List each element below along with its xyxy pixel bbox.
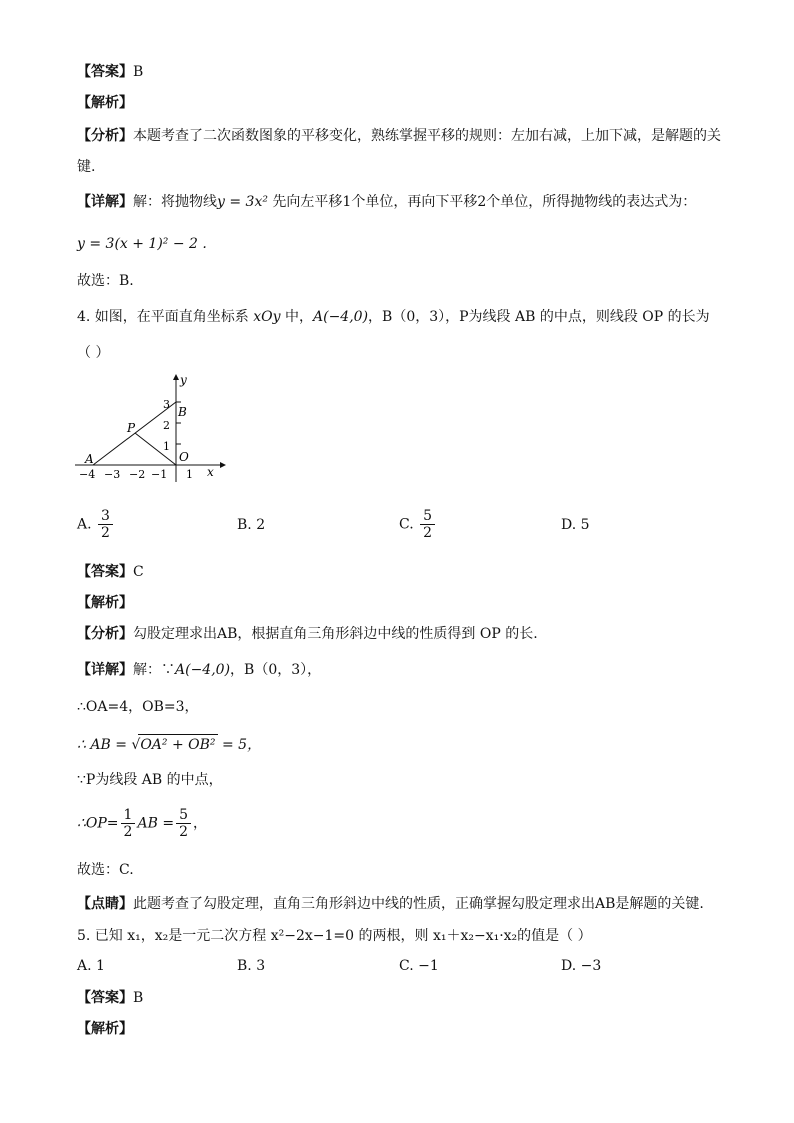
sqrt-radicand: OA² + OB² [138, 734, 217, 755]
option-label: D. [561, 517, 577, 533]
x-tick-label-neg1: −1 [151, 468, 168, 481]
analysis-tag: 【解析】 [77, 1021, 133, 1037]
analysis-tag: 【解析】 [77, 95, 133, 111]
result-equation: y = 3(x + 1)² − 2 . [77, 236, 207, 252]
y-axis-label: y [180, 373, 187, 387]
sqrt-sign: √ [131, 737, 141, 753]
q4-option-d [561, 517, 590, 533]
answer-value: B [133, 64, 144, 80]
option-label: A. [77, 958, 92, 974]
answer-tag: 【答案】 [77, 564, 133, 580]
point-b-label: B [178, 405, 187, 419]
q5-answer-line [77, 988, 143, 1008]
q4-point-a: A(−4,0) [313, 309, 369, 325]
point-p-label: P [127, 421, 136, 435]
fraction-half: $\frac{1}{2}$ [121, 807, 136, 840]
q5-analysis-line [77, 1019, 133, 1039]
q4-fenxi-line [77, 624, 538, 644]
detail-a: 解：∵ [133, 662, 175, 678]
y-axis-arrow [173, 374, 179, 380]
comment-tag: 【点睛】 [77, 896, 133, 912]
answer-value: B [133, 990, 144, 1006]
point-a-label: A [85, 452, 94, 466]
q5-option-d [561, 958, 601, 974]
answer-tag: 【答案】 [77, 990, 133, 1006]
option-label: C. [399, 958, 414, 974]
step4-lhs: ∴OP= [77, 815, 119, 832]
detail-tag: 【详解】 [77, 662, 133, 678]
option-label: D. [561, 958, 577, 974]
fraction: $\frac{5}{2}$ [420, 508, 435, 541]
option-label: A. [77, 516, 92, 533]
q4-stem-c: ，B（0，3），P为线段 AB 的中点，则线段 OP 的长为 [368, 309, 710, 325]
q3-fenxi-cont: 键. [77, 159, 96, 175]
x-axis-arrow [220, 462, 226, 468]
q3-answer-line [77, 62, 143, 82]
step4-mid: AB = [137, 815, 175, 832]
y-tick-label-1: 1 [163, 440, 170, 453]
fraction-result: $\frac{5}{2}$ [176, 807, 191, 840]
option-label: B. [237, 958, 252, 974]
q4-detail-line [77, 660, 321, 680]
detail-text-b: 先向左平移1个单位，再向下平移2个单位，所得抛物线的表达式为： [272, 194, 697, 210]
q3-analysis-line [77, 93, 133, 113]
fraction: $\frac{3}{2}$ [98, 508, 113, 541]
x-tick-label-neg2: −2 [129, 468, 146, 481]
y-tick-label-3: 3 [163, 398, 170, 411]
step4-tail: ， [192, 815, 207, 832]
analysis-tag: 【解析】 [77, 595, 133, 611]
q3-detail-line [77, 192, 696, 212]
q3-choose: 故选：B. [77, 273, 134, 289]
coordinate-figure [75, 372, 235, 482]
q4-step1: ∴OA=4，OB=3， [77, 699, 199, 715]
option-text: 2 [256, 517, 266, 533]
q4-stem-a: 4. 如图，在平面直角坐标系 [77, 309, 249, 325]
detail-b: ，B（0，3）， [230, 662, 322, 678]
q4-answer-line [77, 562, 144, 582]
parabola-equation: y = 3x² [217, 194, 273, 210]
comment-text: 此题考查了勾股定理，直角三角形斜边中线的性质，正确掌握勾股定理求出AB是解题的关键. [133, 896, 704, 912]
q5-option-c [399, 958, 439, 974]
q4-step3: ∵P为线段 AB 的中点， [77, 772, 223, 788]
q5-option-a [77, 958, 105, 974]
option-text: −1 [418, 958, 439, 974]
q4-option-a [77, 508, 115, 541]
q4-comment-line [77, 894, 704, 914]
q4-analysis-line [77, 593, 133, 613]
q4-paren: （ ） [77, 345, 110, 361]
x-tick-label-1: 1 [186, 468, 193, 481]
step2-lhs: ∴ AB = [77, 737, 127, 753]
detail-point-a: A(−4,0) [175, 662, 231, 678]
answer-value: C [133, 564, 144, 580]
option-text: −3 [580, 958, 602, 974]
answer-tag: 【答案】 [77, 64, 133, 80]
q5-stem: 5. 已知 x₁，x₂是一元二次方程 x²−2x−1=0 的两根，则 x₁＋x₂−x₁·x₂的值是（ ） [77, 928, 592, 944]
detail-tag: 【详解】 [77, 194, 133, 210]
q4-stem [77, 307, 710, 327]
point-o-label: O [179, 450, 189, 464]
fenxi-tag: 【分析】 [77, 128, 133, 144]
q4-step4 [77, 807, 207, 840]
q4-option-b [237, 517, 265, 533]
q5-option-b [237, 958, 265, 974]
x-tick-label-neg4: −4 [79, 468, 96, 481]
q3-fenxi-line [77, 126, 721, 146]
fenxi-text: 本题考查了二次函数图象的平移变化，熟练掌握平移的规则：左加右减，上加下减，是解题的关 [133, 128, 721, 144]
option-text: 3 [256, 958, 266, 974]
x-tick-label-neg3: −3 [104, 468, 121, 481]
option-text: 1 [96, 958, 105, 974]
step2-rhs: = 5， [217, 737, 262, 753]
y-tick-label-2: 2 [163, 419, 170, 432]
option-label: B. [237, 517, 252, 533]
detail-text-a: 解：将抛物线 [133, 194, 217, 210]
q4-step2 [77, 734, 261, 755]
q4-stem-xoy: xOy [248, 309, 285, 325]
fenxi-tag: 【分析】 [77, 626, 133, 642]
x-axis-label: x [207, 465, 214, 479]
option-text: 5 [580, 517, 590, 533]
option-label: C. [399, 516, 414, 533]
q4-stem-b: 中， [285, 309, 313, 325]
q4-choose: 故选：C. [77, 862, 134, 878]
q4-option-c [399, 508, 437, 541]
fenxi-text: 勾股定理求出AB，根据直角三角形斜边中线的性质得到 OP 的长. [133, 626, 538, 642]
